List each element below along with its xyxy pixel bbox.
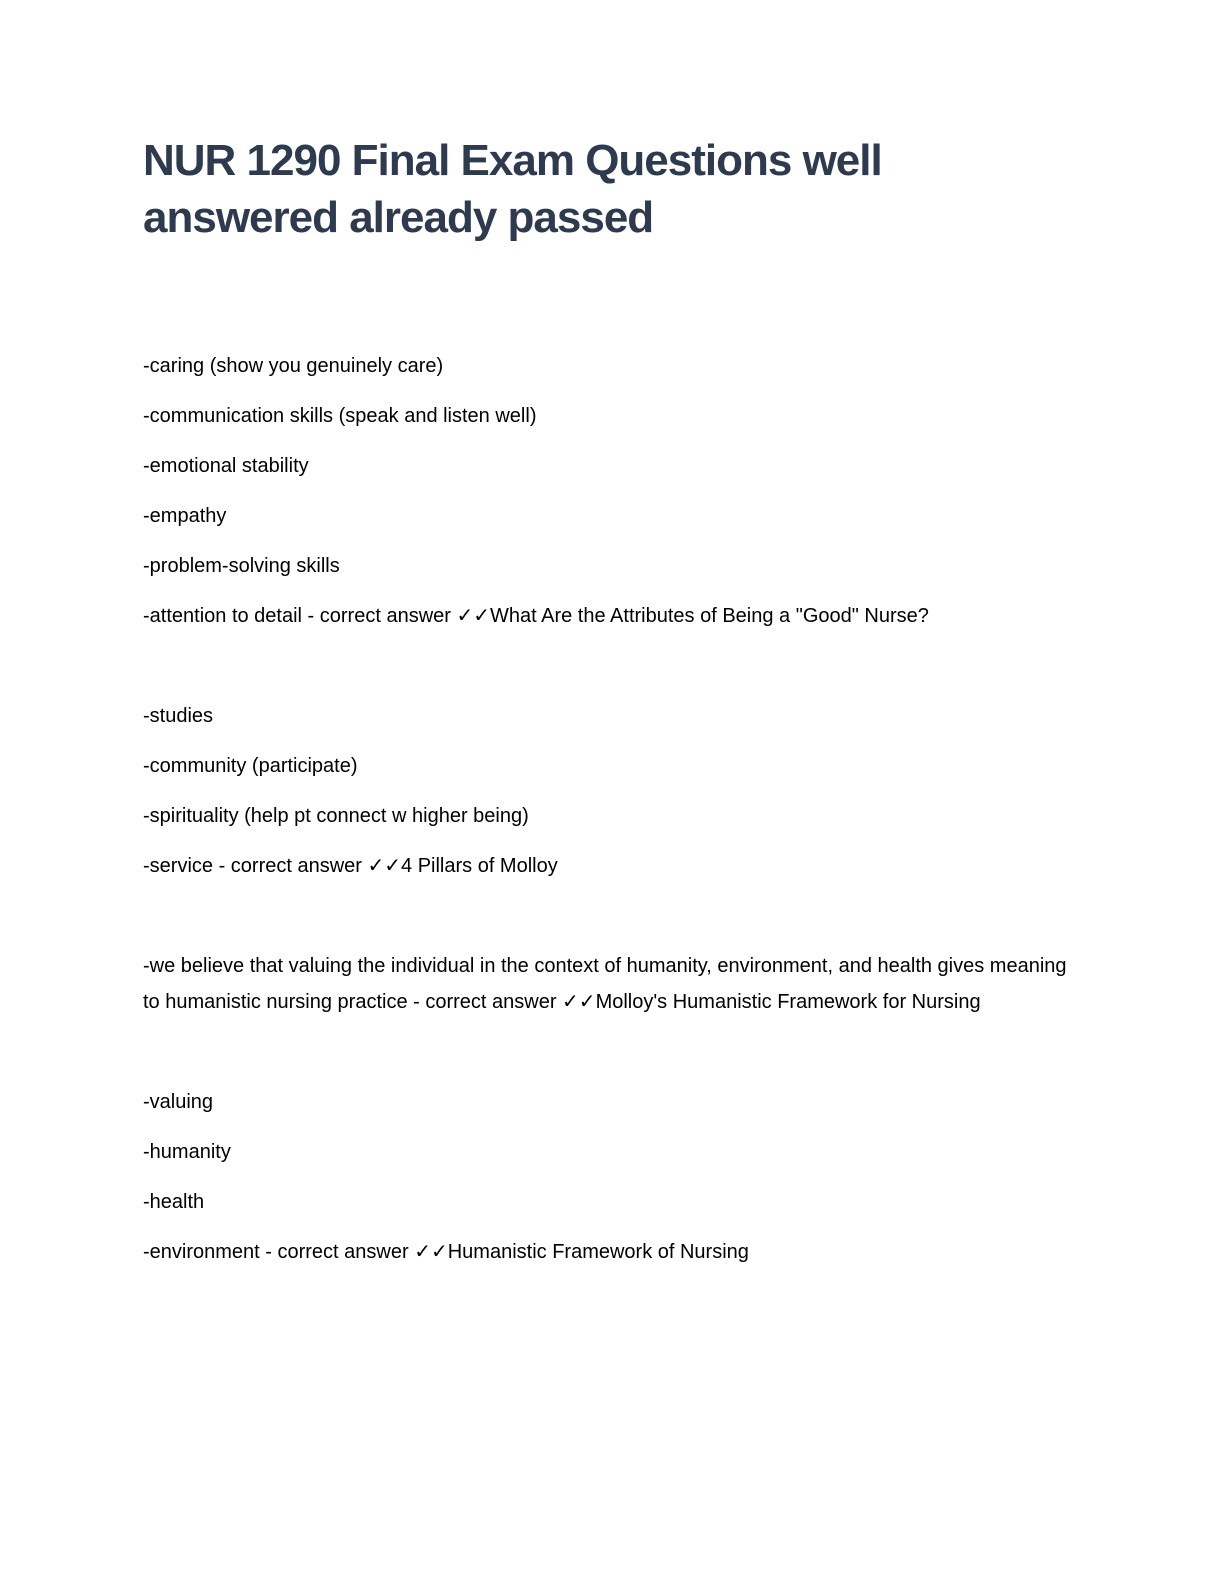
- answer-line: -spirituality (help pt connect w higher being): [143, 805, 529, 827]
- answer-line: -valuing: [143, 1091, 214, 1113]
- answer-line: -caring (show you genuinely care): [143, 355, 444, 377]
- document-title: NUR 1290 Final Exam Questions well answered already passed: [143, 136, 882, 242]
- answer-line: -communication skills (speak and listen well): [143, 405, 537, 427]
- answer-line-with-checkmarks: -service - correct answer ✓✓4 Pillars of Molloy: [143, 855, 558, 877]
- qa-section-framework-elements: [143, 1084, 1081, 1284]
- answer-line: -community (participate): [143, 755, 358, 777]
- answer-line: -studies: [143, 705, 214, 727]
- answer-paragraph-with-checkmarks: -we believe that valuing the individual in the context of humanity, environment, and health gives meaning to humanistic nursing practice - correct answer ✓✓Molloy's Humanistic Framework for Nursing: [143, 955, 1067, 1013]
- answer-line: -emotional stability: [143, 455, 309, 477]
- answer-line: -problem-solving skills: [143, 555, 340, 577]
- qa-section-good-nurse-attributes: [143, 348, 1081, 648]
- qa-section-pillars-of-molloy: [143, 698, 1081, 898]
- qa-section-humanistic-framework: [143, 948, 1081, 1034]
- document-body: [143, 348, 1081, 1284]
- answer-line: -health: [143, 1191, 205, 1213]
- answer-line-with-checkmarks: -attention to detail - correct answer ✓✓What Are the Attributes of Being a "Good" Nurse?: [143, 605, 929, 627]
- answer-line: -humanity: [143, 1141, 231, 1163]
- answer-line-with-checkmarks: -environment - correct answer ✓✓Humanistic Framework of Nursing: [143, 1241, 749, 1263]
- answer-line: -empathy: [143, 505, 227, 527]
